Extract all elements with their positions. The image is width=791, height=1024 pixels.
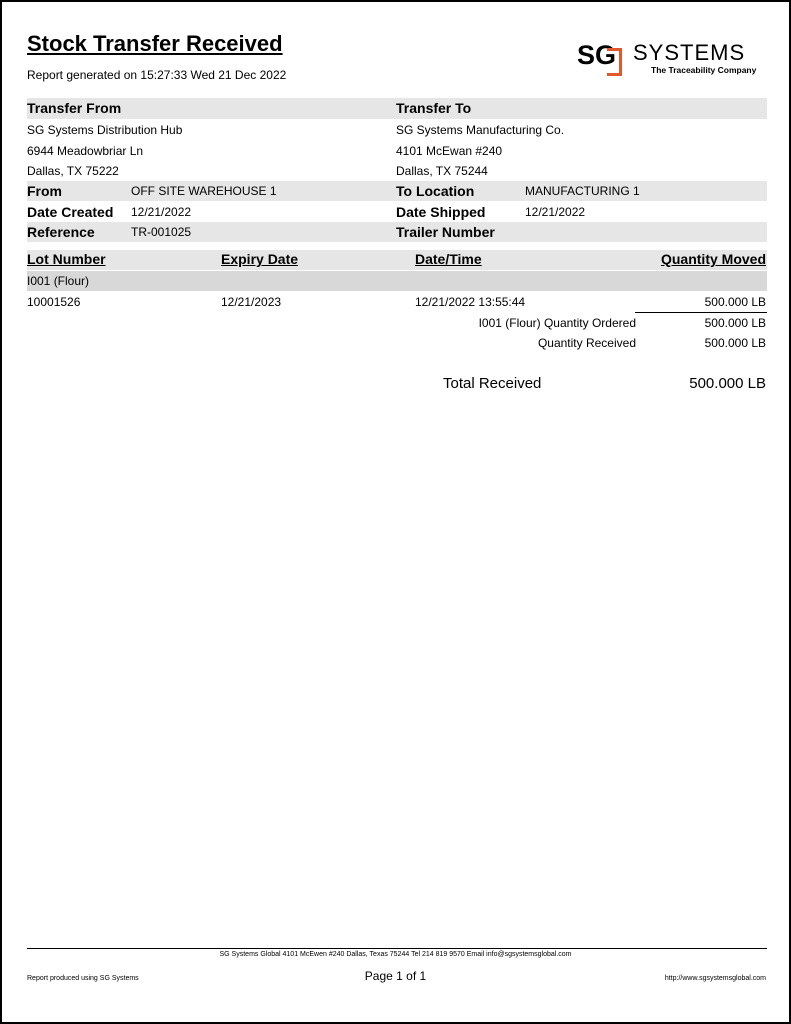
from-company-name: SG Systems Distribution Hub	[27, 123, 183, 137]
col-header-date-time: Date/Time	[415, 251, 482, 267]
table-header-band	[27, 250, 767, 270]
row-quantity-moved: 500.000 LB	[704, 295, 766, 309]
date-created-label: Date Created	[27, 204, 114, 220]
total-received-label: Total Received	[443, 375, 542, 392]
reference-label: Reference	[27, 224, 95, 240]
from-address-line1: 6944 Meadowbriar Ln	[27, 144, 144, 158]
from-label: From	[27, 183, 62, 199]
trailer-number-label: Trailer Number	[396, 224, 495, 240]
to-address-line1: 4101 McEwan #240	[396, 144, 503, 158]
logo-systems-text: SYSTEMS	[633, 40, 746, 65]
row-date-time: 12/21/2022 13:55:44	[415, 295, 526, 309]
from-address-line2: Dallas, TX 75222	[27, 164, 119, 178]
date-shipped-label: Date Shipped	[396, 204, 486, 220]
subtotal-rule	[635, 312, 767, 313]
logo-sg-text: SG	[577, 40, 617, 70]
footer-divider	[27, 948, 767, 949]
total-received-value: 500.000 LB	[689, 375, 766, 392]
row-lot-number: 10001526	[27, 295, 81, 309]
report-generated-timestamp: Report generated on 15:27:33 Wed 21 Dec 2022	[27, 68, 287, 82]
footer-address: SG Systems Global 4101 McEwen #240 Dallas, Texas 75244 Tel 214 819 9570 Email info@sgsystemsglobal.com	[219, 951, 572, 958]
logo-tagline: The Traceability Company	[651, 65, 757, 75]
transfer-from-header: Transfer From	[27, 100, 122, 116]
item-group-label: I001 (Flour)	[27, 274, 90, 288]
to-location-value: MANUFACTURING 1	[525, 184, 640, 198]
col-header-lot-number: Lot Number	[27, 251, 106, 267]
qty-received-value: 500.000 LB	[704, 336, 766, 350]
to-location-label: To Location	[396, 183, 475, 199]
to-address-line2: Dallas, TX 75244	[396, 164, 488, 178]
qty-ordered-label: I001 (Flour) Quantity Ordered	[478, 316, 636, 330]
col-header-expiry-date: Expiry Date	[221, 251, 299, 267]
footer-produced-by: Report produced using SG Systems	[27, 975, 139, 982]
from-value: OFF SITE WAREHOUSE 1	[131, 184, 277, 198]
qty-ordered-value: 500.000 LB	[704, 316, 766, 330]
date-shipped-value: 12/21/2022	[525, 205, 586, 219]
row-expiry-date: 12/21/2023	[221, 295, 282, 309]
logo-bracket-icon	[607, 48, 622, 76]
company-logo	[575, 40, 765, 82]
page-number: Page 1 of 1	[364, 969, 427, 983]
to-company-name: SG Systems Manufacturing Co.	[396, 123, 565, 137]
transfer-to-header: Transfer To	[396, 100, 472, 116]
col-header-quantity-moved: Quantity Moved	[660, 251, 766, 267]
report-title: Stock Transfer Received	[27, 31, 283, 56]
footer-url: http://www.sgsystemsglobal.com	[664, 975, 766, 982]
date-created-value: 12/21/2022	[131, 205, 192, 219]
item-group-band	[27, 271, 767, 291]
reference-value: TR-001025	[131, 225, 192, 239]
qty-received-label: Quantity Received	[537, 336, 636, 350]
